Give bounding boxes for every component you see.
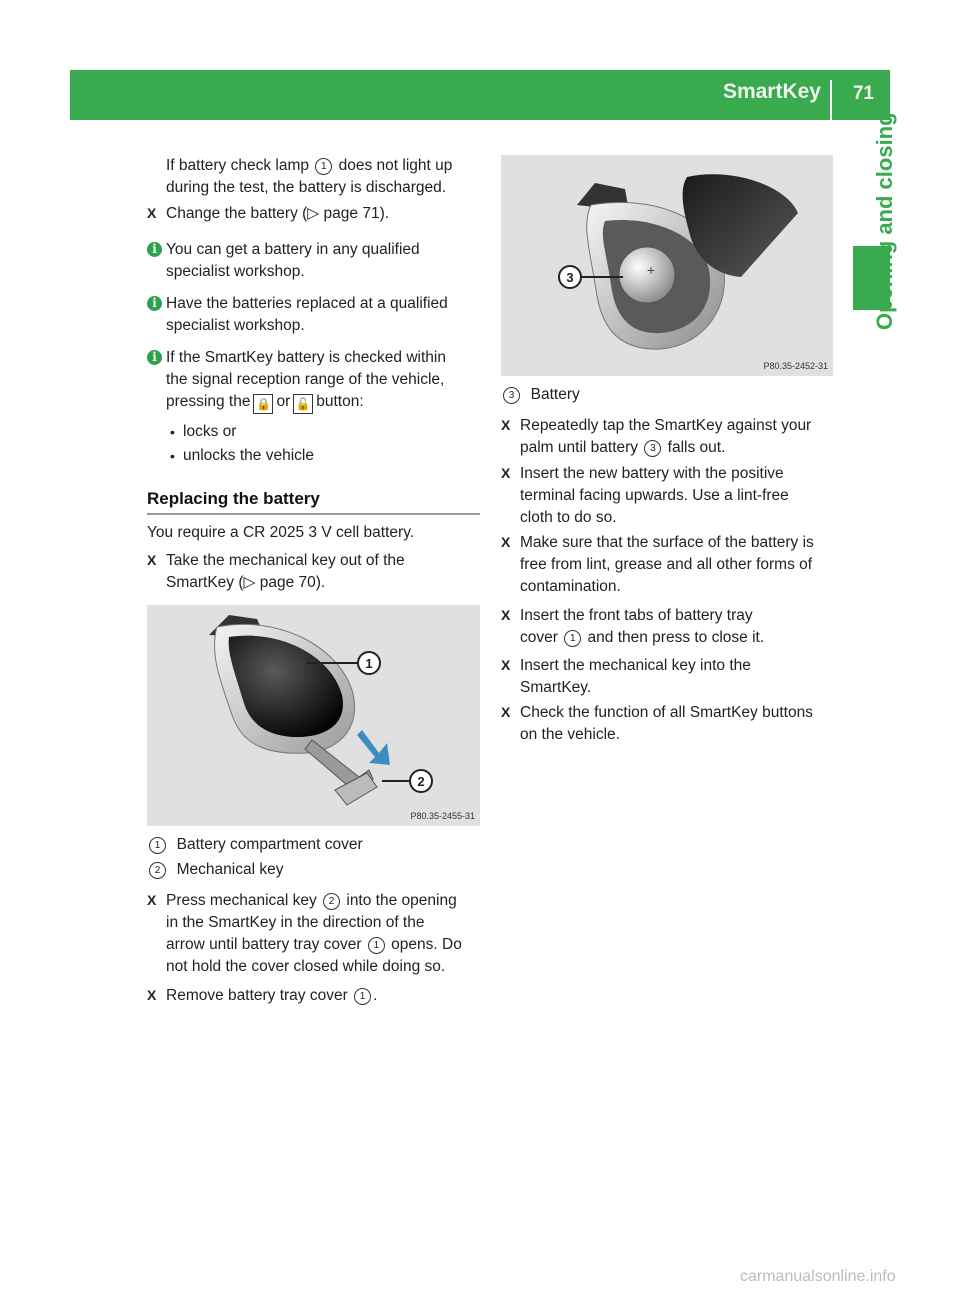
info-icon: i — [147, 242, 162, 257]
callout-1: 1 — [564, 630, 581, 647]
insert-tabs-text: Insert the front tabs of battery tray cover 1 and then press to close it. — [520, 607, 765, 646]
dot-bullet: • — [170, 424, 175, 440]
header-title: SmartKey — [722, 80, 821, 103]
section-side-label: Opening and closing — [872, 112, 897, 330]
instruction-bullet: X — [147, 205, 157, 221]
section-rule — [147, 513, 480, 515]
insert-battery-text: Insert the new battery with the positive terminal facing upwards. Use a lint-free cloth to do so. — [520, 465, 789, 526]
section-heading: Replacing the battery — [147, 489, 320, 508]
insert-key-text: Insert the mechanical key into the SmartKey. — [520, 657, 751, 696]
instruction-bullet: X — [147, 552, 157, 568]
instruction-bullet: X — [501, 607, 511, 623]
remove-cover-text: Remove battery tray cover 1 . — [166, 987, 378, 1004]
dot-bullet: • — [170, 448, 175, 464]
smartkey-figure-1 — [147, 605, 480, 826]
header-separator — [830, 80, 832, 120]
callout-3: 3 — [644, 440, 661, 457]
instruction-bullet: X — [501, 417, 511, 433]
callout-3: 3 — [503, 387, 520, 404]
instruction-bullet: X — [501, 534, 511, 550]
tap-text: Repeatedly tap the SmartKey against your palm until battery 3 falls out. — [520, 417, 812, 456]
callout-2: 2 — [149, 862, 166, 879]
change-battery-text: Change the battery (▷ page 71). — [166, 205, 390, 222]
instruction-bullet: X — [147, 987, 157, 1003]
header-bar — [70, 70, 890, 120]
figure1-callout-1: 1 — [365, 656, 373, 671]
require-text: You require a CR 2025 3 V cell battery. — [147, 524, 415, 541]
figure1-code: P80.35-2455-31 — [410, 811, 475, 821]
battery-illustration — [501, 155, 833, 376]
callout-2: 2 — [323, 893, 340, 910]
dot-item: unlocks the vehicle — [183, 447, 314, 464]
instruction-bullet: X — [501, 465, 511, 481]
figure2-code: P80.35-2452-31 — [763, 361, 828, 371]
callout-1: 1 — [354, 988, 371, 1005]
callout-1: 1 — [368, 937, 385, 954]
info-icon: i — [147, 296, 162, 311]
footer-watermark: carmanualsonline.info — [740, 1268, 896, 1285]
legend-item: 1 Battery compartment cover — [147, 834, 363, 856]
info-note-1: You can get a battery in any qualified specialist workshop. — [166, 241, 420, 280]
figure2-callout-3: 3 — [566, 270, 574, 285]
page-number: 71 — [852, 83, 874, 104]
check-paragraph: If battery check lamp 1 does not light up during the test, the battery is discharged. — [166, 157, 453, 196]
smartkey-illustration — [147, 605, 480, 826]
svg-text:+: + — [646, 262, 656, 278]
make-sure-text: Make sure that the surface of the battery is free from lint, grease and all other forms of contamination. — [520, 534, 814, 595]
legend-item: 3 Battery — [501, 384, 580, 406]
check-function-text: Check the function of all SmartKey buttons on the vehicle. — [520, 704, 813, 743]
instruction-bullet: X — [147, 892, 157, 908]
info-note-2: Have the batteries replaced at a qualified specialist workshop. — [166, 295, 448, 334]
press-key-text: Press mechanical key 2 into the opening in the SmartKey in the direction of the arrow until battery tray cover 1 opens. Do not hold the cover closed while doing so. — [166, 892, 462, 975]
instruction-bullet: X — [501, 704, 511, 720]
instruction-bullet: X — [501, 657, 511, 673]
callout-1: 1 — [149, 837, 166, 854]
lock-icon: 🔒 — [253, 394, 273, 414]
take-key-text: Take the mechanical key out of the SmartKey (▷ page 70). — [166, 552, 405, 591]
unlock-icon: 🔓 — [293, 394, 313, 414]
smartkey-figure-2 — [501, 155, 833, 376]
legend-item: 2 Mechanical key — [147, 859, 283, 881]
info-icon: i — [147, 350, 162, 365]
info-note-3: If the SmartKey battery is checked within the signal reception range of the vehicle, pressing the 🔒 or 🔓 button: — [166, 347, 446, 414]
dot-item: locks or — [183, 423, 237, 440]
callout-1: 1 — [315, 158, 332, 175]
figure1-callout-2: 2 — [417, 774, 425, 789]
